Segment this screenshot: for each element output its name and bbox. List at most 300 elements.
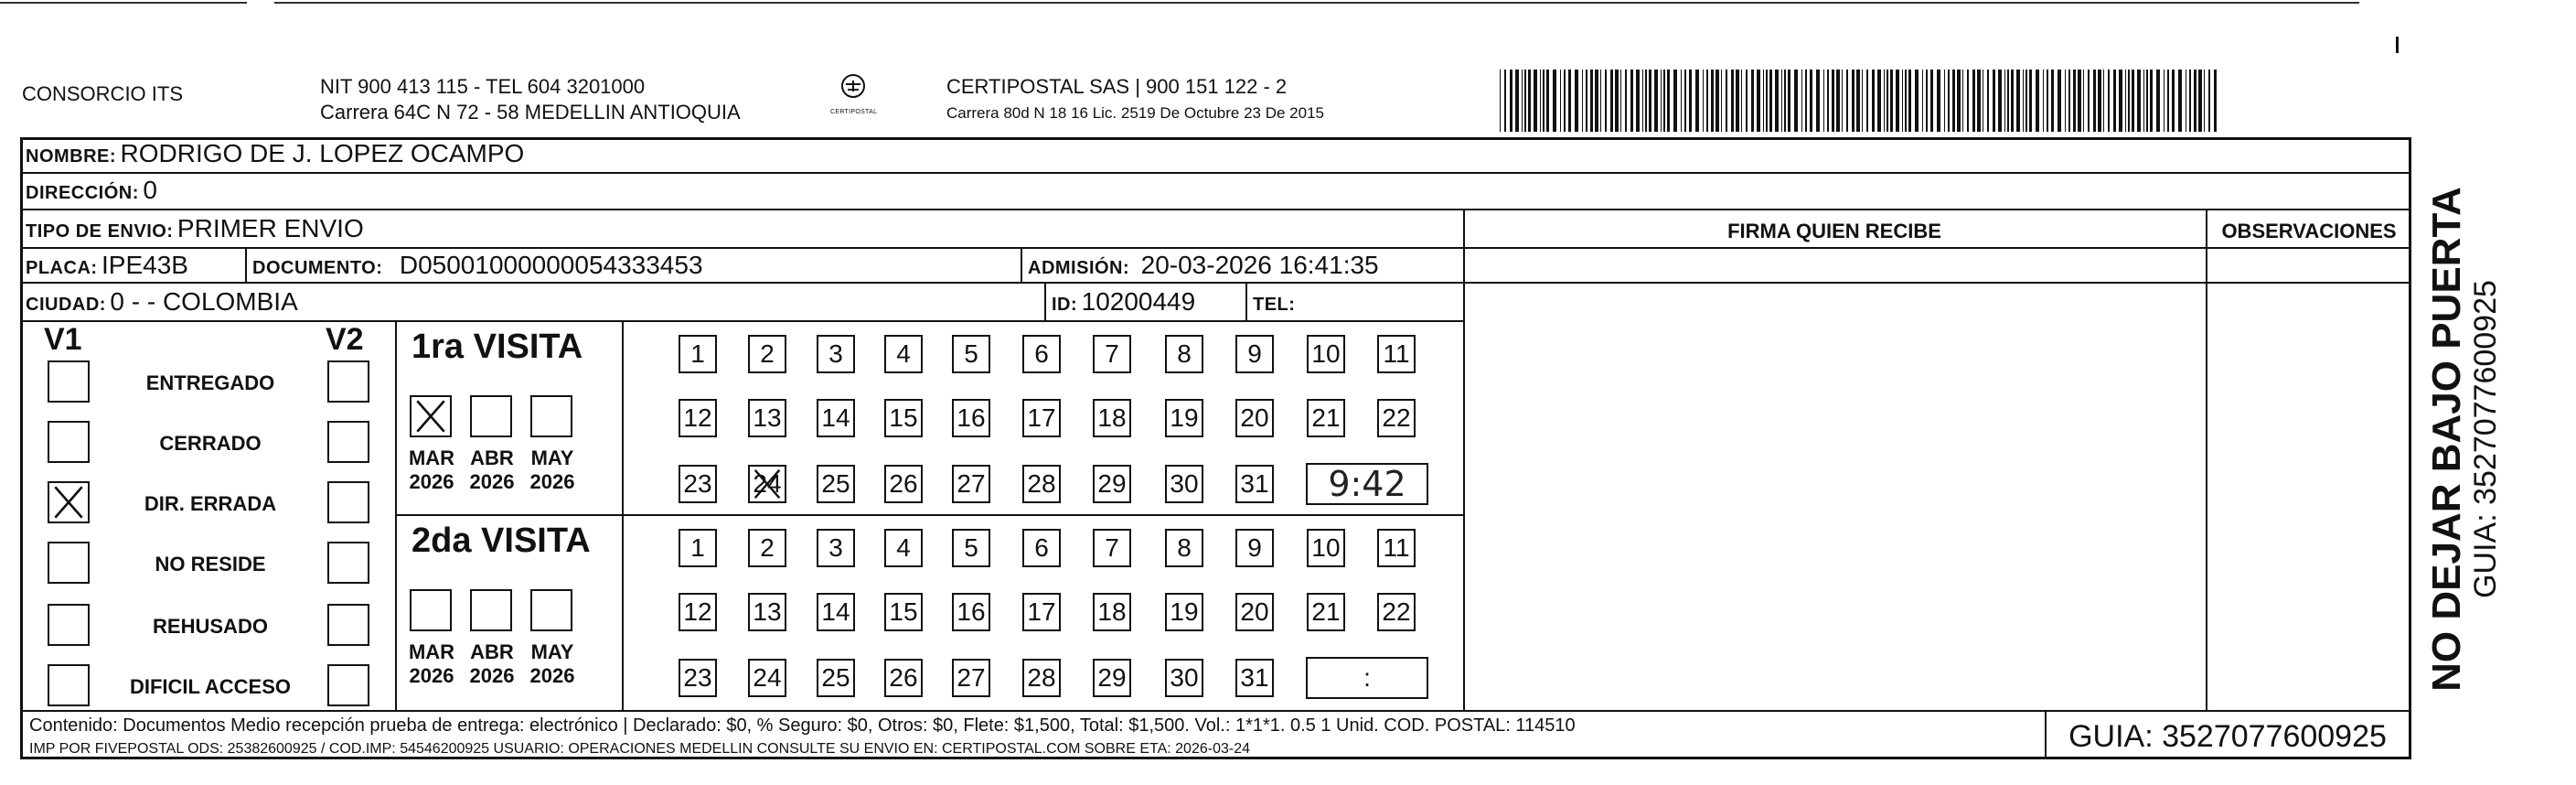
day-number: 5 bbox=[964, 339, 978, 368]
day-number: 16 bbox=[957, 403, 986, 432]
day-box[interactable] bbox=[1165, 593, 1203, 631]
corner-mark bbox=[2396, 37, 2399, 53]
row-line-2 bbox=[20, 209, 2411, 210]
day-box[interactable] bbox=[1165, 399, 1203, 437]
barcode-bar bbox=[1741, 70, 1742, 132]
barcode-bar bbox=[1543, 70, 1545, 132]
barcode-bar bbox=[2113, 70, 2116, 132]
day-box[interactable] bbox=[884, 659, 923, 697]
barcode-bar bbox=[1595, 70, 1598, 132]
day-box[interactable] bbox=[1022, 529, 1061, 567]
v2-checkbox[interactable] bbox=[327, 421, 369, 463]
month-year: 2026 bbox=[529, 470, 575, 494]
barcode-bar bbox=[2178, 70, 2182, 132]
day-number: 4 bbox=[896, 339, 911, 368]
day-number: 30 bbox=[1170, 469, 1199, 498]
barcode-bar bbox=[1801, 70, 1802, 132]
barcode-bar bbox=[2204, 70, 2205, 132]
day-box[interactable] bbox=[1377, 335, 1416, 373]
day-box[interactable] bbox=[952, 465, 990, 503]
certipostal-logo-icon bbox=[833, 73, 873, 104]
barcode-bar bbox=[2051, 70, 2054, 132]
status-label: ENTREGADO bbox=[145, 371, 275, 394]
time-value: : bbox=[1363, 663, 1371, 692]
barcode-bar bbox=[1500, 70, 1501, 132]
day-box[interactable] bbox=[817, 465, 855, 503]
top-rule-right bbox=[274, 2, 2359, 4]
day-box[interactable] bbox=[1022, 465, 1061, 503]
day-box[interactable] bbox=[817, 399, 855, 437]
barcode-bar bbox=[2194, 70, 2197, 132]
month-checkbox[interactable] bbox=[530, 395, 572, 437]
barcode-bar bbox=[2119, 70, 2122, 132]
day-box[interactable] bbox=[1022, 335, 1061, 373]
v1-checkbox[interactable] bbox=[48, 421, 90, 463]
barcode-bar bbox=[2098, 70, 2101, 132]
id-label: ID: bbox=[1052, 295, 1078, 315]
day-box[interactable] bbox=[1165, 465, 1203, 503]
day-box[interactable] bbox=[1307, 335, 1345, 373]
barcode-bar bbox=[2065, 70, 2066, 132]
day-number: 13 bbox=[753, 403, 782, 432]
day-box[interactable] bbox=[748, 529, 786, 567]
barcode-bar bbox=[1553, 70, 1556, 132]
month-year: 2026 bbox=[469, 664, 515, 688]
day-box[interactable] bbox=[1093, 659, 1131, 697]
day-box[interactable] bbox=[884, 399, 923, 437]
day-number: 4 bbox=[896, 533, 911, 562]
day-number: 15 bbox=[889, 597, 918, 626]
barcode bbox=[1498, 70, 2220, 134]
day-box[interactable] bbox=[952, 399, 990, 437]
barcode-bar bbox=[1908, 70, 1911, 132]
day-number: 12 bbox=[683, 597, 712, 626]
day-box[interactable] bbox=[817, 659, 855, 697]
certipostal-logo bbox=[830, 73, 876, 115]
nit-line: NIT 900 413 115 - TEL 604 3201000 bbox=[320, 75, 646, 98]
barcode-bar bbox=[1600, 70, 1601, 132]
day-box[interactable] bbox=[679, 399, 717, 437]
day-number: 14 bbox=[821, 403, 850, 432]
v2-checkbox[interactable] bbox=[327, 664, 369, 706]
barcode-bar bbox=[1872, 70, 1875, 132]
barcode-bar bbox=[1784, 70, 1786, 132]
direccion-row bbox=[26, 176, 157, 205]
time-value: 9:42 bbox=[1328, 464, 1406, 504]
day-number: 25 bbox=[821, 663, 850, 692]
observaciones-header: OBSERVACIONES bbox=[2221, 220, 2397, 242]
status-label: REHUSADO bbox=[153, 615, 268, 638]
barcode-bar bbox=[2073, 70, 2076, 132]
barcode-bar bbox=[1915, 70, 1919, 132]
barcode-bar bbox=[1706, 70, 1708, 132]
barcode-bar bbox=[1957, 70, 1961, 132]
barcode-bar bbox=[1832, 70, 1834, 132]
day-box[interactable] bbox=[1165, 659, 1203, 697]
firma-divider bbox=[1463, 209, 1465, 710]
barcode-bar bbox=[2189, 70, 2191, 132]
guia-box: GUIA: 3527077600925 bbox=[2068, 719, 2387, 754]
month-label bbox=[404, 640, 459, 689]
certipostal-address: Carrera 80d N 18 16 Lic. 2519 De Octubre 23 De 2015 bbox=[946, 104, 1324, 122]
day-number: 11 bbox=[1383, 339, 1410, 368]
barcode-bar bbox=[1673, 70, 1677, 132]
v1-checkbox[interactable] bbox=[48, 360, 90, 403]
day-number: 23 bbox=[683, 469, 712, 498]
barcode-bar bbox=[2108, 70, 2110, 132]
day-box[interactable] bbox=[679, 529, 717, 567]
day-box[interactable] bbox=[1235, 529, 1274, 567]
month-checkbox[interactable] bbox=[410, 395, 452, 437]
admision-label: ADMISIÓN: bbox=[1028, 258, 1130, 278]
month-checkbox[interactable] bbox=[410, 589, 452, 631]
day-number: 10 bbox=[1311, 533, 1341, 562]
day-box[interactable] bbox=[679, 593, 717, 631]
day-number: 18 bbox=[1097, 403, 1127, 432]
day-number: 8 bbox=[1177, 339, 1192, 368]
day-number: 20 bbox=[1240, 403, 1269, 432]
day-number: 21 bbox=[1311, 597, 1341, 626]
barcode-bar bbox=[2132, 70, 2134, 132]
row-line-3 bbox=[20, 247, 2411, 249]
nombre-label: NOMBRE: bbox=[26, 146, 117, 167]
day-box[interactable] bbox=[1093, 335, 1131, 373]
barcode-bar bbox=[1896, 70, 1899, 132]
day-box[interactable] bbox=[952, 335, 990, 373]
barcode-bar bbox=[1625, 70, 1627, 132]
day-number: 22 bbox=[1382, 597, 1411, 626]
day-box[interactable] bbox=[884, 465, 923, 503]
month-name: MAY bbox=[530, 446, 574, 469]
barcode-bar bbox=[1757, 70, 1760, 132]
documento-row bbox=[252, 251, 703, 280]
documento-value: D05001000000054333453 bbox=[399, 251, 703, 279]
day-number: 26 bbox=[889, 469, 918, 498]
barcode-bar bbox=[1902, 70, 1903, 132]
barcode-bar bbox=[2125, 70, 2126, 132]
admision-row bbox=[1028, 251, 1379, 280]
certipostal-line: CERTIPOSTAL SAS | 900 151 122 - 2 bbox=[946, 75, 1288, 98]
day-number: 7 bbox=[1105, 533, 1119, 562]
day-number: 7 bbox=[1105, 339, 1119, 368]
day-box[interactable] bbox=[679, 335, 717, 373]
barcode-bar bbox=[1763, 70, 1764, 132]
month-label bbox=[465, 640, 519, 689]
day-box[interactable] bbox=[1235, 465, 1274, 503]
day-box[interactable] bbox=[817, 593, 855, 631]
day-box[interactable] bbox=[748, 335, 786, 373]
barcode-bar bbox=[1667, 70, 1670, 132]
barcode-bar bbox=[1972, 70, 1975, 132]
barcode-bar bbox=[1534, 70, 1537, 132]
day-box[interactable] bbox=[1022, 399, 1061, 437]
day-number: 8 bbox=[1177, 533, 1192, 562]
day-box[interactable] bbox=[884, 529, 923, 567]
day-box[interactable] bbox=[884, 593, 923, 631]
day-number: 12 bbox=[683, 403, 712, 432]
documento-label: DOCUMENTO: bbox=[252, 258, 383, 278]
barcode-bar bbox=[2172, 70, 2175, 132]
barcode-bar bbox=[2029, 70, 2032, 132]
month-year: 2026 bbox=[529, 664, 575, 688]
barcode-bar bbox=[1540, 70, 1541, 132]
barcode-bar bbox=[1788, 70, 1790, 132]
time-box[interactable] bbox=[1306, 463, 1428, 505]
barcode-bar bbox=[2078, 70, 2081, 132]
day-number: 19 bbox=[1170, 403, 1199, 432]
barcode-bar bbox=[1695, 70, 1699, 132]
day-box[interactable] bbox=[679, 465, 717, 503]
v2-checkbox[interactable] bbox=[327, 481, 369, 523]
day-number: 31 bbox=[1240, 663, 1269, 692]
barcode-bar bbox=[1586, 70, 1587, 132]
barcode-bar bbox=[1836, 70, 1840, 132]
v2-checkbox[interactable] bbox=[327, 604, 369, 646]
v2-checkbox[interactable] bbox=[327, 360, 369, 403]
nombre-row bbox=[26, 139, 524, 168]
direccion-label: DIRECCIÓN: bbox=[26, 183, 139, 203]
barcode-bar bbox=[1952, 70, 1955, 132]
barcode-bar bbox=[1827, 70, 1829, 132]
firma-header: FIRMA QUIEN RECIBE bbox=[1727, 220, 1941, 242]
logo-text: CERTIPOSTAL bbox=[830, 109, 878, 115]
barcode-bar bbox=[2214, 70, 2217, 132]
barcode-bar bbox=[1575, 70, 1578, 132]
day-box[interactable] bbox=[1022, 659, 1061, 697]
barcode-bar bbox=[1930, 70, 1933, 132]
barcode-bar bbox=[1636, 70, 1640, 132]
barcode-bar bbox=[2156, 70, 2160, 132]
day-box[interactable] bbox=[1235, 659, 1274, 697]
tel-divider bbox=[1245, 282, 1247, 320]
barcode-bar bbox=[2011, 70, 2014, 132]
barcode-bar bbox=[2088, 70, 2090, 132]
tipo-value: PRIMER ENVIO bbox=[176, 214, 364, 242]
day-number: 30 bbox=[1170, 663, 1199, 692]
day-box[interactable] bbox=[952, 529, 990, 567]
day-number: 23 bbox=[683, 663, 712, 692]
barcode-bar bbox=[1905, 70, 1907, 132]
barcode-bar bbox=[1721, 70, 1722, 132]
company-name: CONSORCIO ITS bbox=[22, 82, 184, 105]
barcode-bar bbox=[1766, 70, 1768, 132]
day-number: 2 bbox=[760, 533, 775, 562]
day-box[interactable] bbox=[748, 399, 786, 437]
day-box[interactable] bbox=[1307, 399, 1345, 437]
no-dejar-text: NO DEJAR BAJO PUERTA bbox=[2424, 187, 2469, 692]
barcode-bar bbox=[2083, 70, 2084, 132]
ciudad-label: CIUDAD: bbox=[26, 295, 106, 315]
day-number: 6 bbox=[1034, 533, 1049, 562]
day-box[interactable] bbox=[1377, 399, 1416, 437]
day-number: 21 bbox=[1311, 403, 1341, 432]
barcode-bar bbox=[1926, 70, 1928, 132]
barcode-bar bbox=[1564, 70, 1566, 132]
placa-divider bbox=[245, 247, 247, 282]
day-box[interactable] bbox=[817, 529, 855, 567]
v2-header: V2 bbox=[326, 322, 364, 357]
month-label bbox=[525, 446, 580, 495]
row-line-5 bbox=[20, 320, 1463, 322]
placa-value: IPE43B bbox=[102, 251, 188, 279]
day-box[interactable] bbox=[1377, 593, 1416, 631]
barcode-bar bbox=[1524, 70, 1526, 132]
day-number: 9 bbox=[1247, 339, 1262, 368]
day-number: 25 bbox=[821, 469, 850, 498]
barcode-bar bbox=[2128, 70, 2130, 132]
barcode-bar bbox=[1610, 70, 1613, 132]
month-checkbox[interactable] bbox=[470, 395, 512, 437]
day-box[interactable] bbox=[817, 335, 855, 373]
barcode-bar bbox=[1716, 70, 1719, 132]
day-number: 5 bbox=[964, 533, 978, 562]
day-number: 3 bbox=[828, 533, 843, 562]
day-box[interactable] bbox=[952, 593, 990, 631]
placa-row bbox=[26, 251, 188, 280]
barcode-bar bbox=[2146, 70, 2148, 132]
barcode-bar bbox=[1630, 70, 1633, 132]
day-number: 18 bbox=[1097, 597, 1127, 626]
day-number: 17 bbox=[1027, 597, 1056, 626]
day-box[interactable] bbox=[1093, 399, 1131, 437]
status-label: CERRADO bbox=[159, 432, 262, 455]
day-box[interactable] bbox=[1307, 529, 1345, 567]
barcode-bar bbox=[1856, 70, 1860, 132]
footer-contenido: Contenido: Documentos Medio recepción prueba de entrega: electrónico | Declarado: $0, % Seguro: $0, Otros: $0, Flete: $1,500, Total: $1,500. Vol.: 1*1*1. 0.5 1 Unid. COD. POSTAL: 114510 bbox=[29, 715, 1576, 736]
barcode-bar bbox=[1937, 70, 1940, 132]
day-number: 15 bbox=[889, 403, 918, 432]
day-number: 29 bbox=[1097, 469, 1127, 498]
month-label bbox=[465, 446, 519, 495]
tel-row bbox=[1253, 287, 1295, 317]
direccion-value: 0 bbox=[143, 176, 157, 204]
status-label: NO RESIDE bbox=[155, 553, 266, 575]
day-box[interactable] bbox=[1235, 335, 1274, 373]
barcode-bar bbox=[1605, 70, 1607, 132]
month-checkbox[interactable] bbox=[470, 589, 512, 631]
day-number: 6 bbox=[1034, 339, 1049, 368]
barcode-bar bbox=[1689, 70, 1692, 132]
barcode-bar bbox=[2198, 70, 2202, 132]
barcode-bar bbox=[1866, 70, 1868, 132]
id-value: 10200449 bbox=[1081, 287, 1196, 316]
barcode-bar bbox=[1649, 70, 1651, 132]
day-number: 13 bbox=[753, 597, 782, 626]
admision-value: 20-03-2026 16:41:35 bbox=[1140, 251, 1379, 279]
barcode-bar bbox=[1681, 70, 1682, 132]
day-box[interactable] bbox=[1235, 593, 1274, 631]
day-box[interactable] bbox=[1165, 335, 1203, 373]
ciudad-row bbox=[26, 287, 298, 317]
v1-checkbox[interactable] bbox=[48, 664, 90, 706]
day-number: 28 bbox=[1027, 469, 1056, 498]
time-box[interactable] bbox=[1306, 657, 1428, 699]
visit-split bbox=[395, 514, 1463, 516]
day-box[interactable] bbox=[1093, 465, 1131, 503]
month-name: MAR bbox=[408, 446, 455, 469]
barcode-bar bbox=[1661, 70, 1662, 132]
day-box[interactable] bbox=[1235, 399, 1274, 437]
day-box[interactable] bbox=[952, 659, 990, 697]
barcode-bar bbox=[1816, 70, 1820, 132]
barcode-bar bbox=[1546, 70, 1549, 132]
barcode-bar bbox=[1615, 70, 1619, 132]
day-box[interactable] bbox=[679, 659, 717, 697]
barcode-bar bbox=[2043, 70, 2044, 132]
day-number: 17 bbox=[1027, 403, 1056, 432]
day-box[interactable] bbox=[1307, 593, 1345, 631]
day-box[interactable] bbox=[1093, 593, 1131, 631]
v1-checkbox[interactable] bbox=[48, 604, 90, 646]
nombre-value: RODRIGO DE J. LOPEZ OCAMPO bbox=[120, 139, 525, 167]
day-number: 2 bbox=[760, 339, 775, 368]
barcode-bar bbox=[2150, 70, 2153, 132]
barcode-bar bbox=[1852, 70, 1855, 132]
day-box[interactable] bbox=[748, 593, 786, 631]
barcode-bar bbox=[1642, 70, 1643, 132]
day-box[interactable] bbox=[748, 659, 786, 697]
day-number: 26 bbox=[889, 663, 918, 692]
barcode-bar bbox=[2143, 70, 2144, 132]
id-row bbox=[1052, 287, 1195, 317]
day-number: 24 bbox=[753, 469, 782, 498]
barcode-bar bbox=[1731, 70, 1734, 132]
day-box[interactable] bbox=[1377, 529, 1416, 567]
barcode-bar bbox=[1842, 70, 1843, 132]
day-number: 14 bbox=[821, 597, 850, 626]
barcode-bar bbox=[1805, 70, 1807, 132]
barcode-bar bbox=[1528, 70, 1531, 132]
barcode-bar bbox=[1977, 70, 1981, 132]
barcode-bar bbox=[1560, 70, 1561, 132]
day-number: 3 bbox=[828, 339, 843, 368]
barcode-bar bbox=[1645, 70, 1647, 132]
barcode-bar bbox=[1620, 70, 1621, 132]
barcode-bar bbox=[2023, 70, 2024, 132]
v1-checkbox[interactable] bbox=[48, 542, 90, 584]
day-number: 1 bbox=[690, 533, 705, 562]
barcode-bar bbox=[2004, 70, 2005, 132]
side-text-block bbox=[2425, 119, 2535, 759]
barcode-bar bbox=[1582, 70, 1583, 132]
barcode-bar bbox=[1962, 70, 1963, 132]
day-box[interactable] bbox=[1022, 593, 1061, 631]
month-label bbox=[525, 640, 580, 689]
day-box[interactable] bbox=[748, 465, 786, 503]
day-box[interactable] bbox=[1093, 529, 1131, 567]
barcode-bar bbox=[1515, 70, 1519, 132]
month-checkbox[interactable] bbox=[530, 589, 572, 631]
barcode-bar bbox=[1504, 70, 1506, 132]
barcode-bar bbox=[2047, 70, 2048, 132]
barcode-bar bbox=[1948, 70, 1950, 132]
v1-checkbox[interactable] bbox=[48, 481, 90, 523]
barcode-bar bbox=[2103, 70, 2104, 132]
barcode-bar bbox=[1736, 70, 1739, 132]
day-box[interactable] bbox=[884, 335, 923, 373]
visit-title: 2da VISITA bbox=[412, 522, 591, 560]
day-number: 10 bbox=[1311, 339, 1341, 368]
barcode-bar bbox=[1993, 70, 1995, 132]
v2-checkbox[interactable] bbox=[327, 542, 369, 584]
barcode-bar bbox=[2058, 70, 2061, 132]
barcode-bar bbox=[1769, 70, 1772, 132]
status-label: DIR. ERRADA bbox=[144, 492, 277, 515]
day-number: 22 bbox=[1382, 403, 1411, 432]
day-box[interactable] bbox=[1165, 529, 1203, 567]
barcode-bar bbox=[2007, 70, 2009, 132]
month-name: ABR bbox=[470, 640, 514, 663]
